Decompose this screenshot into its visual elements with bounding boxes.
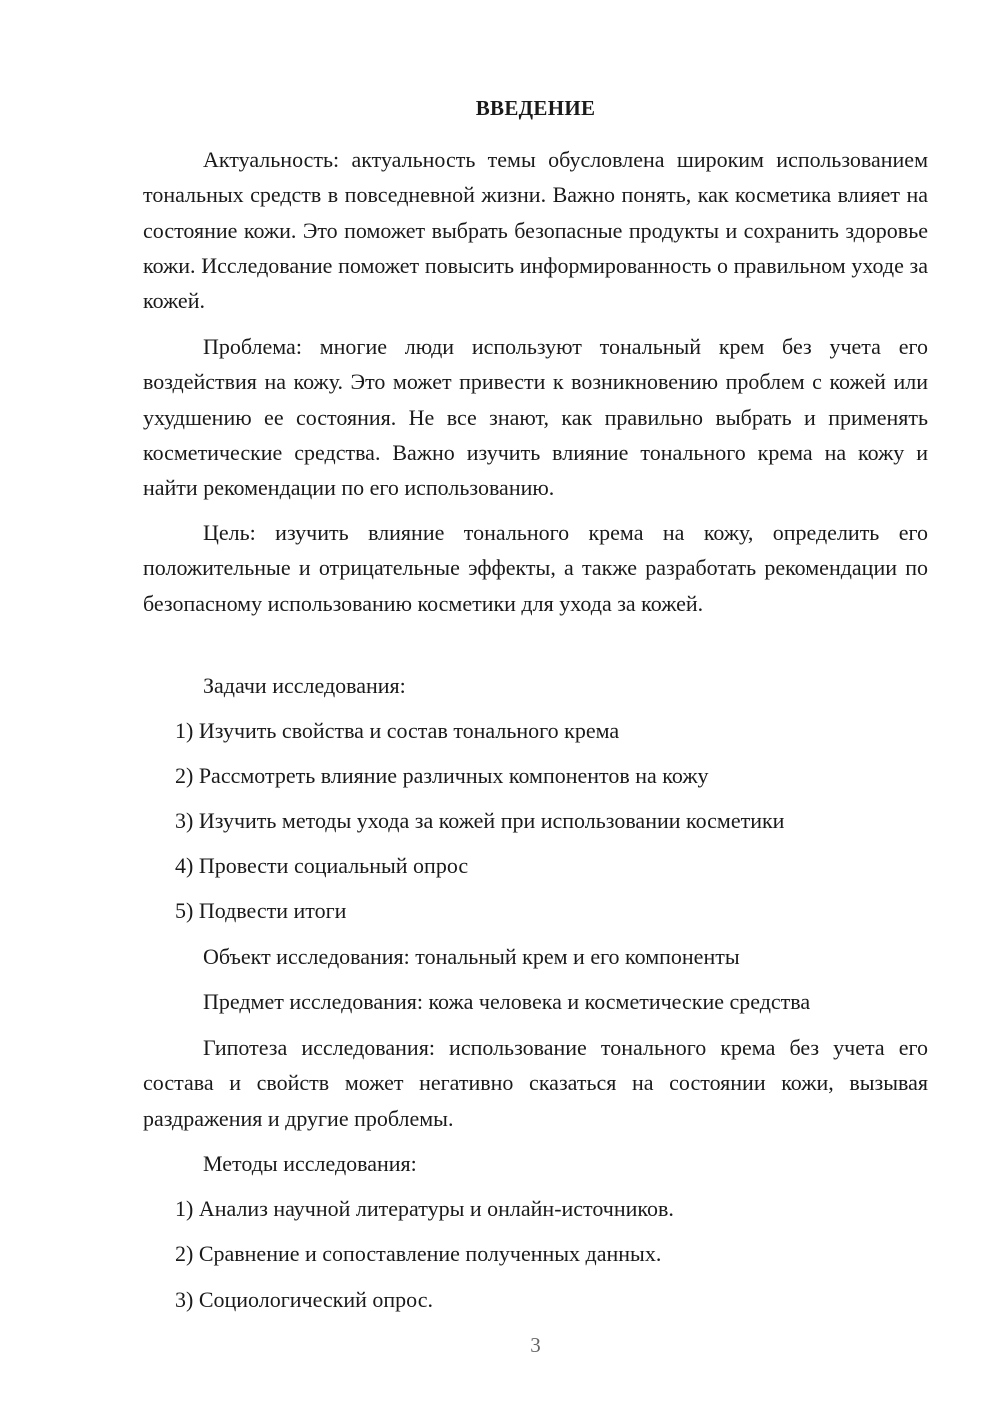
object-line: Объект исследования: тональный крем и его компоненты bbox=[203, 944, 740, 969]
method-item: 2) Сравнение и сопоставление полученных данных. bbox=[175, 1241, 662, 1266]
task-item: 5) Подвести итоги bbox=[175, 898, 347, 923]
methods-heading: Методы исследования: bbox=[203, 1151, 417, 1176]
problem-paragraph: Проблема: многие люди используют тональный крем без учета его воздействия на кожу. Это может привести к возникновению проблем с кожей или ухудшению ее состояния. Не все знают, как правильно выбрать и применять косметические средства. Важно изучить влияние тонального крема на кожу и найти рекомендации по его использованию. bbox=[143, 334, 928, 501]
task-item: 3) Изучить методы ухода за кожей при использовании косметики bbox=[175, 808, 785, 833]
goal-paragraph: Цель: изучить влияние тонального крема на кожу, определить его положительные и отрицательные эффекты, а также разработать рекомендации по безопасному использованию косметики для ухода за кожей. bbox=[143, 520, 928, 616]
method-item: 3) Социологический опрос. bbox=[175, 1287, 433, 1312]
task-item: 2) Рассмотреть влияние различных компонентов на кожу bbox=[175, 763, 709, 788]
tasks-heading: Задачи исследования: bbox=[203, 673, 406, 698]
method-item: 1) Анализ научной литературы и онлайн-источников. bbox=[175, 1196, 674, 1221]
relevance-paragraph: Актуальность: актуальность темы обусловлена широким использованием тональных средств в повседневной жизни. Важно понять, как косметика влияет на состояние кожи. Это поможет выбрать безопасные продукты и сохранить здоровье кожи. Исследование поможет повысить информированность о правильном уходе за кожей. bbox=[143, 147, 928, 314]
page-title: ВВЕДЕНИЕ bbox=[475, 96, 596, 120]
task-item: 4) Провести социальный опрос bbox=[175, 853, 469, 878]
subject-line: Предмет исследования: кожа человека и косметические средства bbox=[203, 989, 811, 1014]
hypothesis-paragraph: Гипотеза исследования: использование тонального крема без учета его состава и свойств может негативно сказаться на состоянии кожи, вызывая раздражения и другие проблемы. bbox=[143, 1035, 928, 1131]
page-number: 3 bbox=[530, 1333, 541, 1357]
task-item: 1) Изучить свойства и состав тонального крема bbox=[175, 718, 620, 743]
